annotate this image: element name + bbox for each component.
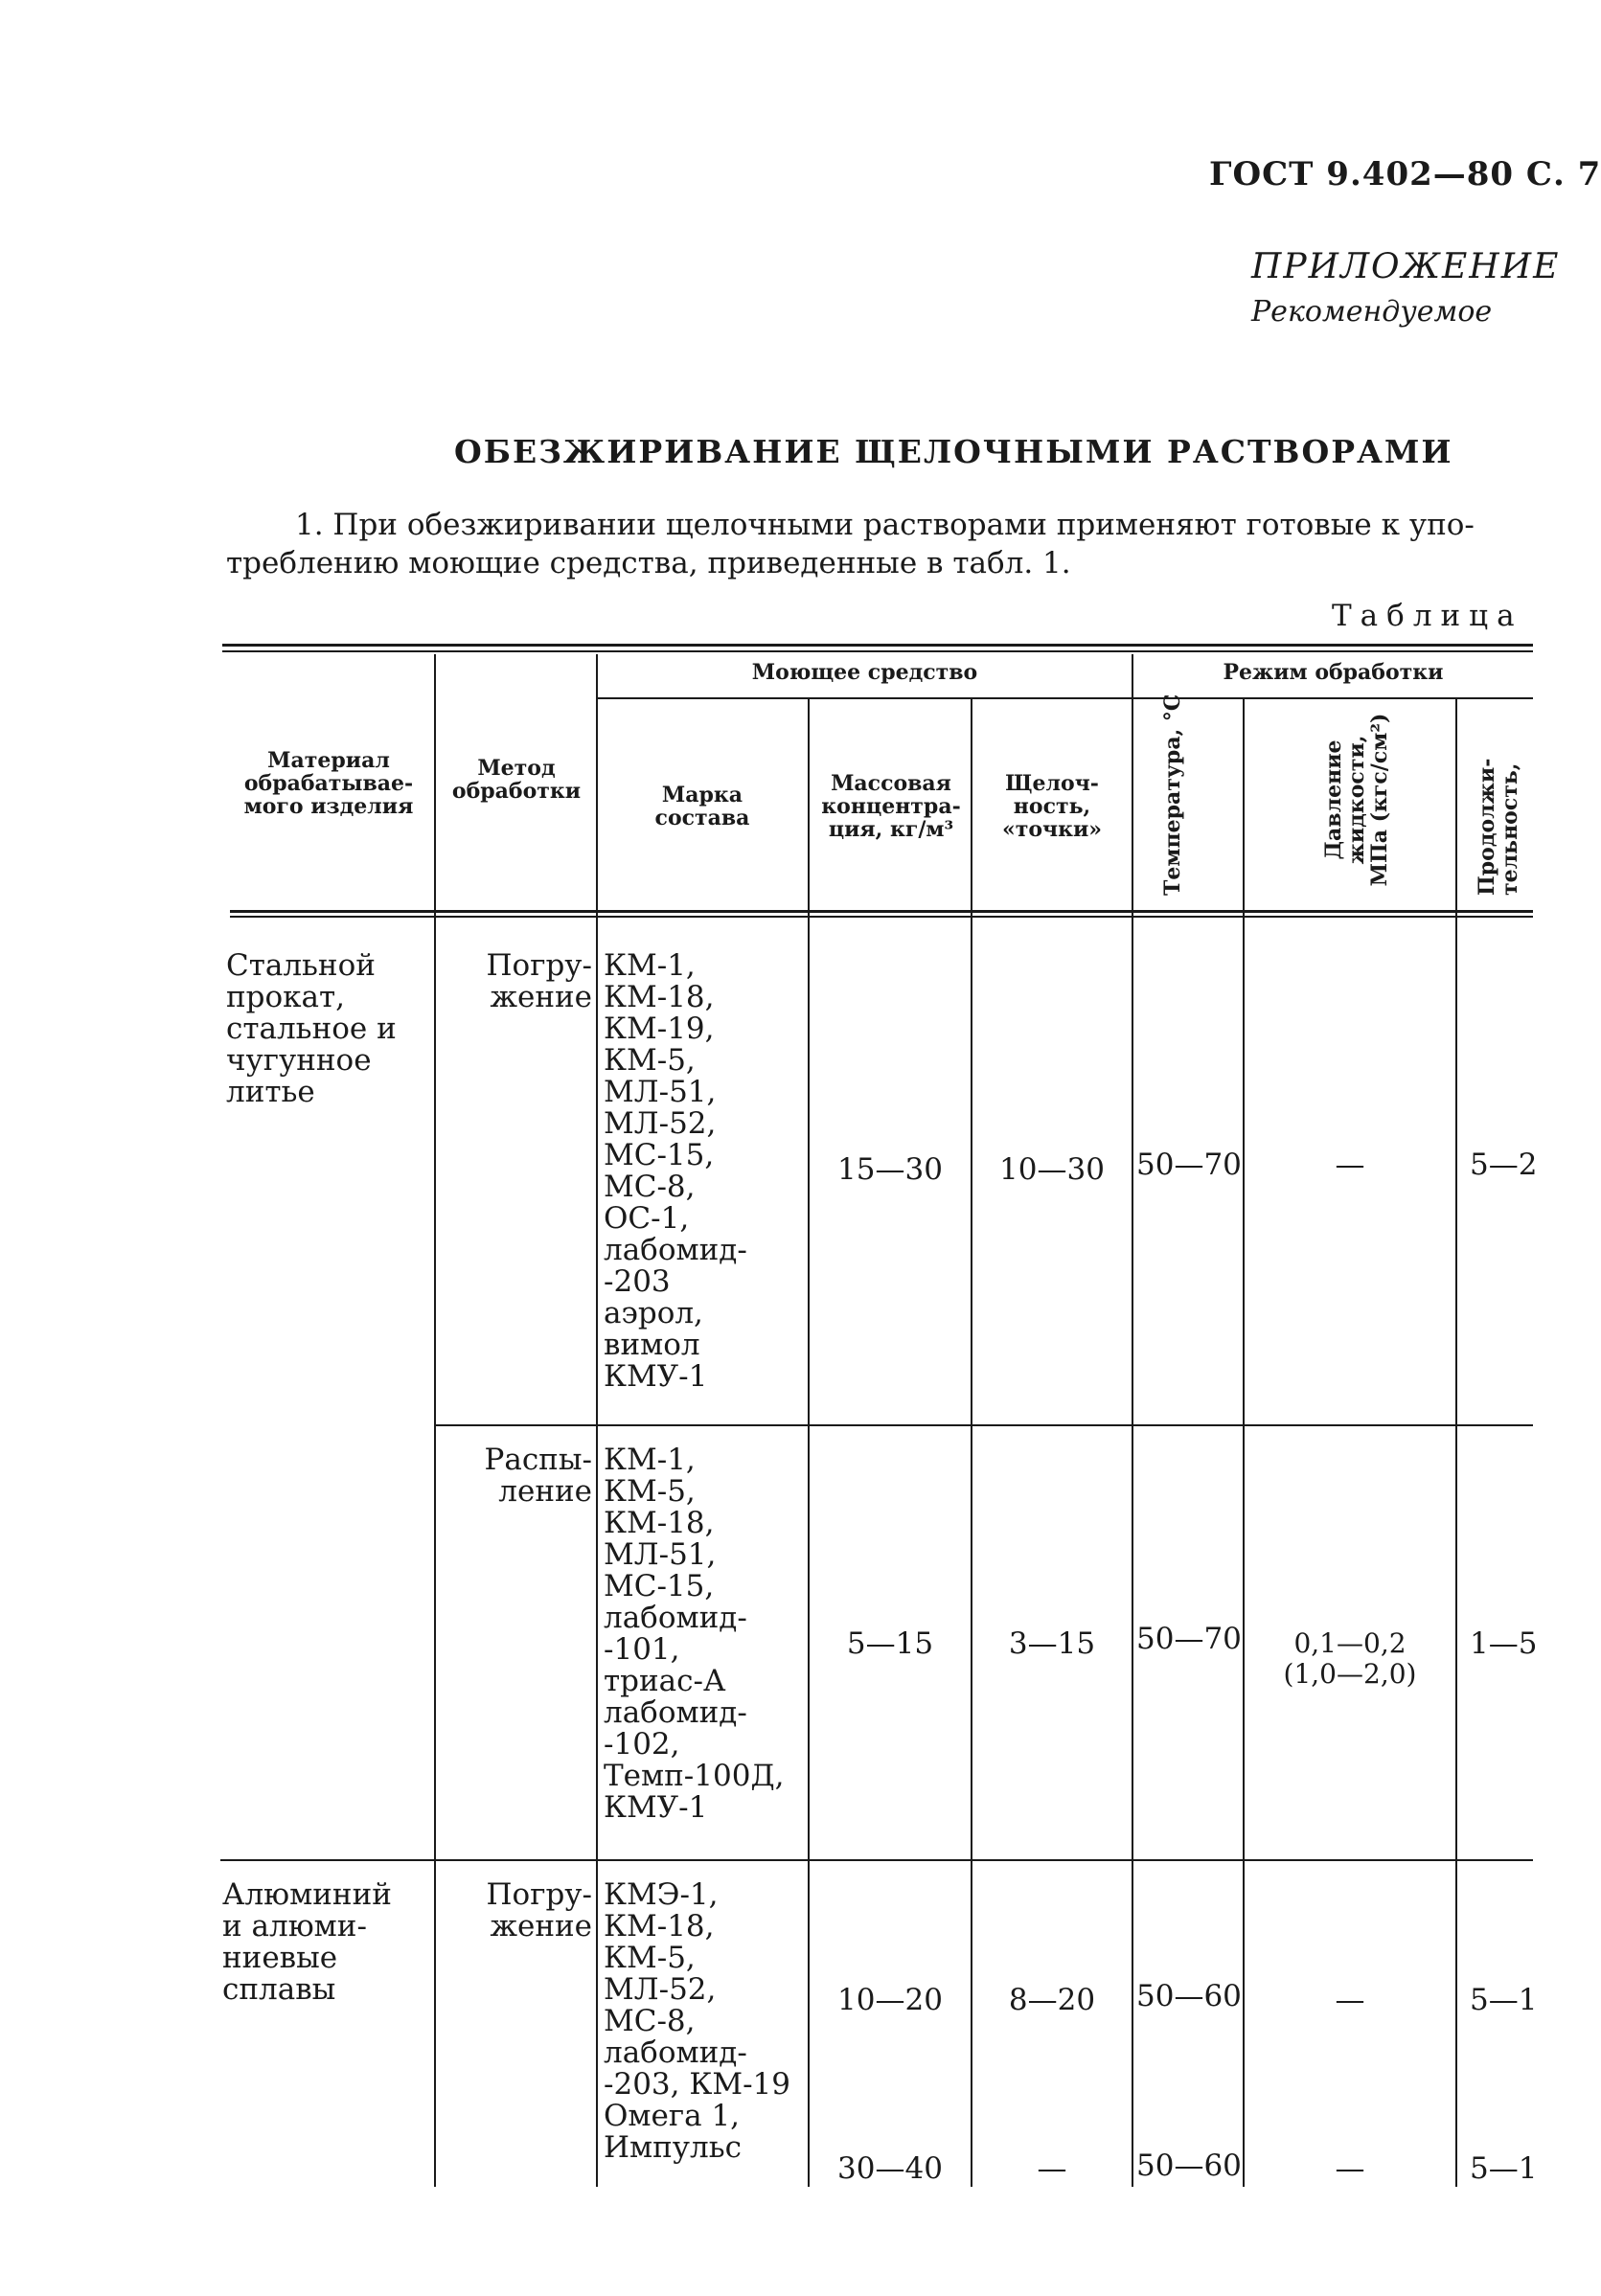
row3-method: Погру- жение: [486, 1877, 592, 1944]
row1-material: Стальной прокат, стальное и чугунное литье: [226, 948, 397, 1109]
header-bottom-rule-2: [230, 916, 1533, 918]
header-mode-group: Режим обработки: [1223, 660, 1444, 685]
header-alkalinity: Щелоч-ность, «точки»: [1001, 771, 1103, 842]
row-separator-1: [436, 1424, 1533, 1426]
col-line-4: [971, 699, 972, 2187]
col-line-7: [1455, 699, 1457, 2187]
row1-temperature: 50—70: [1136, 1148, 1242, 1182]
header-concentration: Массовая концентра-ция, кг/м³: [821, 771, 961, 842]
row1-method: Погру- жение: [486, 948, 592, 1014]
row1-concentration: 15—30: [837, 1152, 943, 1187]
header-method: Метод обработки: [451, 756, 582, 804]
row3-pressure-2: —: [1335, 2151, 1365, 2186]
intro-paragraph: [226, 506, 1533, 582]
page-header-gost: ГОСТ 9.402—80 С. 7: [1209, 155, 1601, 193]
col-line-2: [596, 654, 598, 2187]
header-detergent-group: Моющее средство: [751, 660, 978, 685]
paragraph-line-1: 1. При обезжиривании щелочными растворами применяют готовые к упо-: [295, 508, 1475, 542]
row1-pressure: —: [1335, 1148, 1365, 1182]
header-duration: Продолжи-тельность,: [1475, 758, 1522, 896]
row3-brands: КМЭ-1, КМ-18, КМ-5, МЛ-52, МС-8, лабомид- -203, КМ-19 Омега 1, Импульс: [604, 1877, 791, 2165]
row2-duration: 1—5: [1470, 1626, 1538, 1661]
header-material: Материал обрабатывае-мого изделия: [243, 748, 414, 819]
header-pressure: Давление жидкости, МПа (кгс/см²): [1321, 713, 1392, 887]
header-brand: Марка состава: [654, 783, 750, 830]
row2-brands: КМ-1, КМ-5, КМ-18, МЛ-51, МС-15, лабомид- -101, триас-А лабомид- -102, Темп-100Д, КМУ-1: [604, 1443, 785, 1825]
table-top-rule: [222, 644, 1533, 647]
row3-duration-2: 5—1: [1470, 2151, 1538, 2186]
row2-concentration: 5—15: [846, 1626, 934, 1661]
appendix-subtitle: Рекомендуемое: [1251, 295, 1493, 329]
row1-brands: КМ-1, КМ-18, КМ-19, КМ-5, МЛ-51, МЛ-52, МС-15, МС-8, ОС-1, лабомид- -203 аэрол, вимол КМУ-1: [604, 948, 747, 1394]
table-top-rule-2: [222, 650, 1533, 652]
row2-temperature: 50—70: [1136, 1622, 1242, 1656]
row2-pressure: 0,1—0,2 (1,0—2,0): [1283, 1627, 1417, 1690]
header-bottom-rule: [230, 910, 1533, 913]
row1-duration: 5—2: [1470, 1148, 1538, 1182]
row2-method: Распы- ление: [484, 1443, 592, 1509]
row3-alkalinity-2: —: [1037, 2151, 1067, 2186]
row3-temperature-2: 50—60: [1136, 2148, 1242, 2183]
appendix-title: ПРИЛОЖЕНИЕ: [1251, 247, 1561, 286]
group-header-rule: [598, 697, 1533, 699]
row2-alkalinity: 3—15: [1008, 1626, 1096, 1661]
header-temperature: Температура, °С: [1160, 693, 1185, 896]
col-line-6: [1243, 699, 1245, 2187]
paragraph-line-2: треблению моющие средства, приведенные в табл. 1.: [226, 546, 1071, 580]
col-line-1: [434, 654, 436, 2187]
row3-concentration-2: 30—40: [837, 2151, 943, 2186]
row1-alkalinity: 10—30: [999, 1152, 1105, 1187]
row-separator-2: [220, 1859, 1533, 1861]
row3-alkalinity: 8—20: [1008, 1983, 1096, 2017]
row3-duration: 5—1: [1470, 1983, 1538, 2017]
row3-concentration: 10—20: [837, 1983, 943, 2017]
section-title: ОБЕЗЖИРИВАНИЕ ЩЕЛОЧНЫМИ РАСТВОРАМИ: [454, 433, 1453, 470]
col-line-5: [1132, 654, 1133, 2187]
row3-material: Алюминий и алюми- ниевые сплавы: [222, 1877, 392, 2007]
table-label: Таблица: [1332, 599, 1523, 633]
row3-temperature: 50—60: [1136, 1979, 1242, 2013]
row3-pressure: —: [1335, 1983, 1365, 2017]
